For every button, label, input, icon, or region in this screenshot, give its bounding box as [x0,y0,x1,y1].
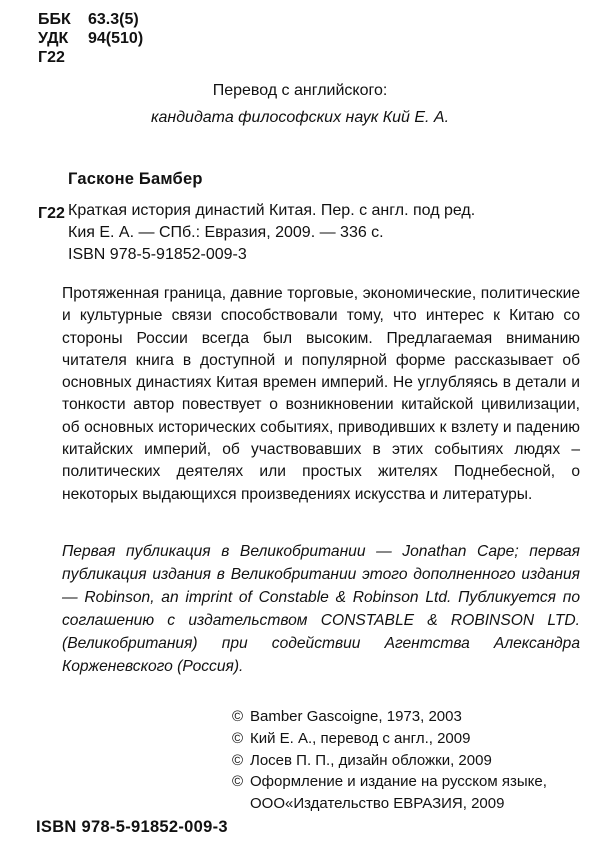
annotation-text: Протяженная граница, давние торговые, экономические, политические и культурные связи способствовали тому, что интерес к Китаю со стороны России всегда был высоким. Предлагаемая вниманию читателя книга в доступной и популярной форме рассказывает об основных династиях Китая времен империй. Не углубляясь в детали и тонкости автор повествует о возникновении китайской цивилизации, об основных исторических событиях, приводивших к взлету и падению китайских империй, об участвовавших в этих событиях людях – политических деятелях или простых жителях Поднебесной, о некоторых выдающихся произведениях искусства и литературы. [62,285,580,503]
copyright-text: Лосев П. П., дизайн обложки, 2009 [250,751,492,769]
bib-imprint-line: Кия Е. А. — СПб.: Евразия, 2009. — 336 с. [68,224,384,241]
publication-note [62,540,580,678]
cipher-row [38,48,143,67]
udk-value: 94(510) [88,30,144,47]
copyright-text: Bamber Gascoigne, 1973, 2003 [250,708,462,725]
author-cipher: Г22 [38,49,65,66]
isbn: ISBN 978-5-91852-009-3 [36,818,228,836]
copyright-icon: © [232,751,244,769]
copyright-line [232,706,592,728]
copyright-line [232,728,592,750]
bibliographic-record [68,200,588,266]
udk-row [38,29,143,48]
bib-cipher: Г22 [38,205,65,222]
publication-note-text: Первая публикация в Великобритании — Jonathan Cape; первая публикация издания в Великобритании этого дополненного издания — Robinson, an imprint of Constable & Robinson Ltd. Публикуется по соглашению с издательством CONSTABLE & ROBINSON LTD. (Великобритания) при содействии Агентства Александра Корженевского (Россия). [62,543,580,675]
copyright-line [232,750,592,772]
copyright-block [232,706,592,815]
bib-isbn-line: ISBN 978-5-91852-009-3 [68,246,247,263]
bbk-label: ББК [38,11,71,28]
translation-label: Перевод с английского: [212,82,388,99]
classification-codes [38,10,143,67]
copyright-publisher-line: ООО«Издательство ЕВРАЗИЯ, 2009 [250,795,505,813]
bbk-value: 63.3(5) [88,11,139,28]
copyright-icon: © [232,729,244,747]
copyright-icon: © [232,773,244,791]
translator-name: кандидата философских наук Кий Е. А. [150,109,450,126]
bib-title-line: Краткая история династий Китая. Пер. с англ. под ред. [68,202,476,219]
annotation [62,283,580,506]
udk-label: УДК [38,30,69,47]
copyright-icon: © [232,708,244,725]
bbk-row [38,10,143,29]
copyright-text: Кий Е. А., перевод с англ., 2009 [250,729,471,747]
author-name: Гасконе Бамбер [68,170,203,188]
copyright-line [232,771,592,793]
copyright-text: Оформление и издание на русском языке, [250,773,547,791]
